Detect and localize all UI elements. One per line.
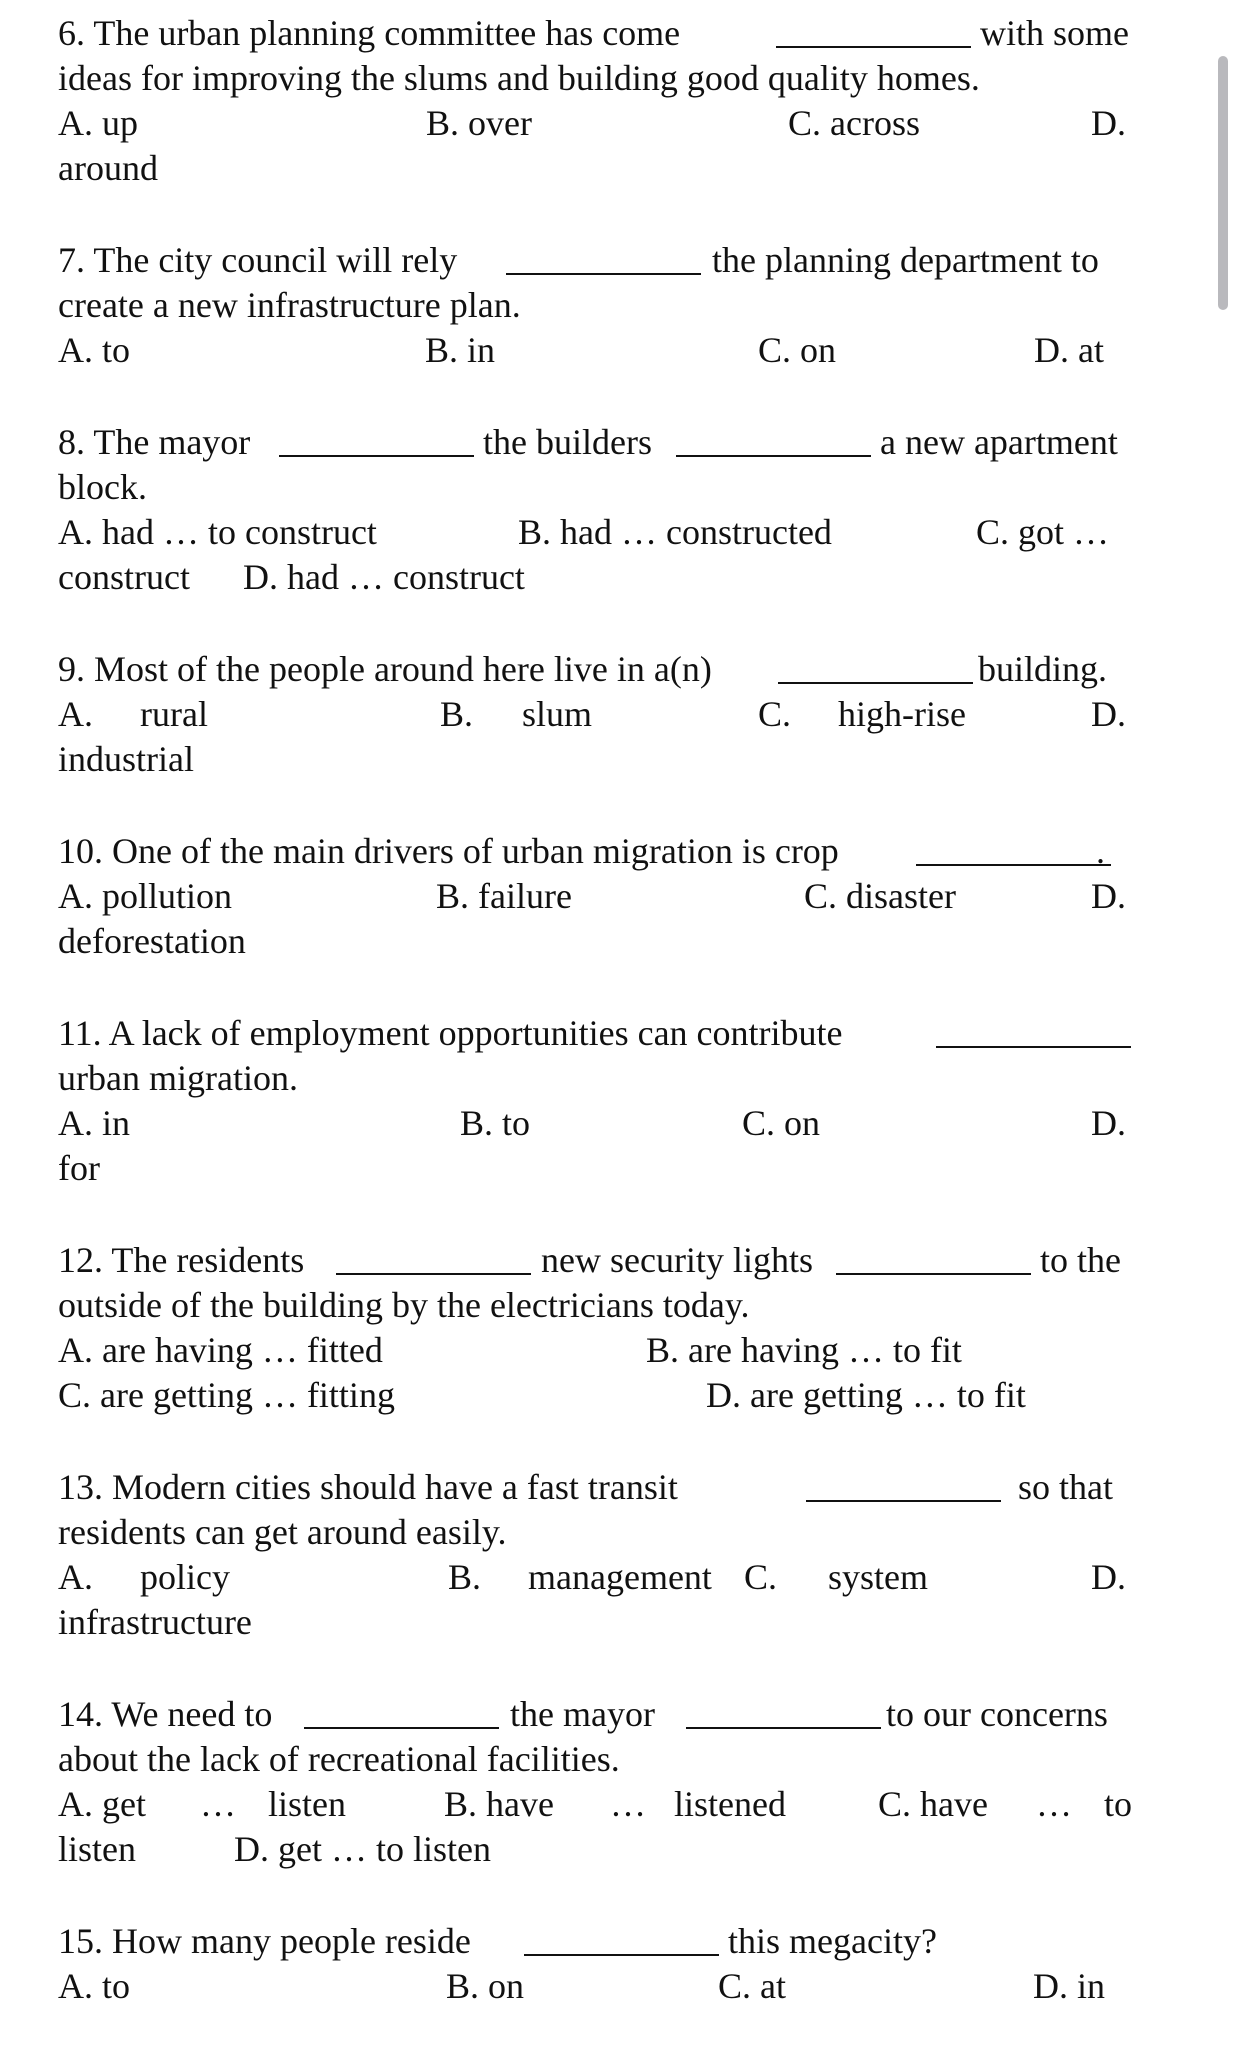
q11-option-d-letter[interactable]: D. [1091, 1103, 1126, 1143]
q14-option-b-verb[interactable]: B. have [444, 1784, 554, 1824]
q14-blank-1 [304, 1691, 499, 1729]
q11-stem-line-1 [58, 1010, 1138, 1056]
q8-option-d[interactable]: D. had … construct [243, 557, 525, 597]
q7-stem-line-1 [58, 237, 1138, 283]
q9-option-b[interactable]: slum [522, 694, 593, 734]
q12-options-row-1 [58, 1327, 1138, 1373]
q15-option-c[interactable]: C. at [718, 1966, 786, 2006]
q8-stem-line-2 [58, 464, 1138, 510]
q6-blank [776, 10, 971, 48]
q12-stem-line-2 [58, 1282, 1138, 1328]
q7-blank [506, 237, 701, 275]
q13-option-a-letter[interactable]: A. [58, 1557, 93, 1597]
q14-options [58, 1781, 1138, 1827]
q11-stem-text-2: urban migration. [58, 1058, 298, 1098]
q8-option-a[interactable]: A. had … to construct [58, 512, 377, 552]
q15-blank [524, 1918, 719, 1956]
q9-option-a-letter[interactable]: A. [58, 694, 93, 734]
q14-option-c-tail[interactable]: listen [58, 1829, 136, 1869]
q14-option-a-ellipsis[interactable]: … [200, 1784, 236, 1824]
q11-options [58, 1100, 1138, 1146]
q13-stem-line-1 [58, 1464, 1138, 1510]
q13-options [58, 1554, 1138, 1600]
q6-option-d-text[interactable]: around [58, 148, 158, 188]
q13-blank [806, 1464, 1001, 1502]
q6-stem-line-2 [58, 55, 1138, 101]
q12-option-b[interactable]: B. are having … to fit [646, 1330, 962, 1370]
q9-option-c[interactable]: high-rise [838, 694, 966, 734]
q8-stem-text-2: block. [58, 467, 147, 507]
q10-options-wrap [58, 918, 1138, 964]
q11-stem-line-2 [58, 1055, 1138, 1101]
q10-option-d[interactable]: deforestation [58, 921, 246, 961]
q12-blank-2 [836, 1237, 1031, 1275]
q10-option-b[interactable]: B. failure [436, 876, 572, 916]
q6-options [58, 100, 1138, 146]
q14-option-c-verb[interactable]: C. have [878, 1784, 988, 1824]
q6-stem-line-1 [58, 10, 1138, 56]
q8-options [58, 509, 1138, 555]
q14-stem-mid: the mayor [510, 1694, 655, 1734]
q13-stem-line-2 [58, 1509, 1138, 1555]
q12-stem-line-1 [58, 1237, 1138, 1283]
q11-options-wrap [58, 1145, 1138, 1191]
q12-option-c[interactable]: C. are getting … fitting [58, 1375, 395, 1415]
q15-option-d[interactable]: D. in [1033, 1966, 1105, 2006]
q13-option-a[interactable]: policy [140, 1557, 230, 1597]
q10-option-d-letter[interactable]: D. [1091, 876, 1126, 916]
q8-blank-2 [676, 419, 871, 457]
q9-option-d[interactable]: industrial [58, 739, 194, 779]
q14-option-b-tail[interactable]: listened [674, 1784, 786, 1824]
q9-option-d-letter[interactable]: D. [1091, 694, 1126, 734]
q6-option-d[interactable]: D. [1091, 103, 1126, 143]
q9-options-wrap [58, 736, 1138, 782]
q15-options [58, 1963, 1138, 2009]
q10-options [58, 873, 1138, 919]
q7-stem-line-2 [58, 282, 1138, 328]
q9-stem-text: 9. Most of the people around here live in a(n) [58, 649, 712, 689]
q8-stem-line-1 [58, 419, 1138, 465]
q8-options-wrap [58, 554, 1138, 600]
q15-stem-text: 15. How many people reside [58, 1921, 471, 1961]
q6-stem-tail: with some [980, 13, 1129, 53]
q14-option-c-to[interactable]: to [1104, 1784, 1133, 1824]
q6-option-a[interactable]: A. up [58, 103, 138, 143]
q13-option-b[interactable]: management [528, 1557, 712, 1597]
q12-option-a[interactable]: A. are having … fitted [58, 1330, 383, 1370]
q11-stem-text: 11. A lack of employment opportunities can contribute [58, 1013, 843, 1053]
q13-options-wrap [58, 1599, 1138, 1645]
q11-blank [936, 1010, 1131, 1048]
q10-option-c[interactable]: C. disaster [804, 876, 956, 916]
q10-blank [916, 828, 1111, 866]
q9-options [58, 691, 1138, 737]
q6-stem-text: 6. The urban planning committee has come [58, 13, 681, 53]
vertical-scrollbar[interactable] [1218, 56, 1228, 310]
q15-option-b[interactable]: B. on [446, 1966, 525, 2006]
q9-option-b-letter[interactable]: B. [440, 694, 474, 734]
q14-stem-text-2: about the lack of recreational facilities. [58, 1739, 620, 1779]
q14-stem-line-1 [58, 1691, 1138, 1737]
q10-stem-line-1 [58, 828, 1138, 874]
q12-blank-1 [336, 1237, 531, 1275]
q12-stem-mid: new security lights [541, 1240, 813, 1280]
q6-stem-text-2: ideas for improving the slums and building good quality homes. [58, 58, 980, 98]
q13-option-d-letter[interactable]: D. [1091, 1557, 1126, 1597]
q13-option-d[interactable]: infrastructure [58, 1602, 252, 1642]
q13-stem-text: 13. Modern cities should have a fast transit [58, 1467, 678, 1507]
q15-option-a[interactable]: A. to [58, 1966, 130, 2006]
q14-options-wrap [58, 1826, 1138, 1872]
q7-option-b[interactable]: B. in [425, 330, 496, 370]
q13-option-c[interactable]: system [828, 1557, 929, 1597]
q13-option-b-letter[interactable]: B. [448, 1557, 482, 1597]
q14-option-b-ellipsis[interactable]: … [610, 1784, 646, 1824]
q8-option-c-text[interactable]: construct [58, 557, 190, 597]
q8-option-c[interactable]: C. got … [976, 512, 1110, 552]
q7-options [58, 327, 1138, 373]
q8-stem-tail: a new apartment [880, 422, 1118, 462]
q13-stem-tail: so that [1018, 1467, 1113, 1507]
q13-option-c-letter[interactable]: C. [744, 1557, 778, 1597]
q10-stem-tail: . [1096, 831, 1105, 871]
q6-option-c[interactable]: C. across [788, 103, 920, 143]
q14-stem-text: 14. We need to [58, 1694, 273, 1734]
q9-option-c-letter[interactable]: C. [758, 694, 792, 734]
q7-option-a[interactable]: A. to [58, 330, 130, 370]
q7-stem-text-2: create a new infrastructure plan. [58, 285, 521, 325]
q8-stem-mid: the builders [483, 422, 652, 462]
q9-stem-tail: building. [978, 649, 1108, 689]
q9-blank [778, 646, 973, 684]
q12-options-row-2 [58, 1372, 1138, 1418]
q10-stem-text: 10. One of the main drivers of urban migration is crop [58, 831, 839, 871]
q14-option-d[interactable]: D. get … to listen [234, 1829, 491, 1869]
q8-stem-text: 8. The mayor [58, 422, 251, 462]
q9-stem-line-1 [58, 646, 1138, 692]
q7-stem-tail: the planning department to [712, 240, 1099, 280]
q15-stem-tail: this megacity? [728, 1921, 937, 1961]
q12-stem-text: 12. The residents [58, 1240, 305, 1280]
q6-option-b[interactable]: B. over [426, 103, 532, 143]
q14-stem-line-2 [58, 1736, 1138, 1782]
q14-stem-tail: to our concerns [886, 1694, 1108, 1734]
q10-option-a[interactable]: A. pollution [58, 876, 233, 916]
q12-option-d[interactable]: D. are getting … to fit [706, 1375, 1026, 1415]
q14-option-a-verb[interactable]: A. get [58, 1784, 146, 1824]
q6-options-wrap [58, 145, 1138, 191]
q11-option-c[interactable]: C. on [742, 1103, 821, 1143]
q11-option-d[interactable]: for [58, 1148, 100, 1188]
q8-option-b[interactable]: B. had … constructed [518, 512, 832, 552]
q12-stem-tail: to the [1040, 1240, 1121, 1280]
q11-option-b[interactable]: B. to [460, 1103, 531, 1143]
q7-option-d[interactable]: D. at [1034, 330, 1104, 370]
q13-stem-text-2: residents can get around easily. [58, 1512, 507, 1552]
q14-blank-2 [686, 1691, 881, 1729]
q9-option-a[interactable]: rural [140, 694, 208, 734]
q11-option-a[interactable]: A. in [58, 1103, 130, 1143]
q12-stem-text-2: outside of the building by the electricians today. [58, 1285, 750, 1325]
q14-option-c-ellipsis[interactable]: … [1036, 1784, 1072, 1824]
q14-option-a-tail[interactable]: listen [268, 1784, 346, 1824]
q8-blank-1 [279, 419, 474, 457]
q7-option-c[interactable]: C. on [758, 330, 837, 370]
q7-stem-text: 7. The city council will rely [58, 240, 458, 280]
q15-stem-line-1 [58, 1918, 1138, 1964]
